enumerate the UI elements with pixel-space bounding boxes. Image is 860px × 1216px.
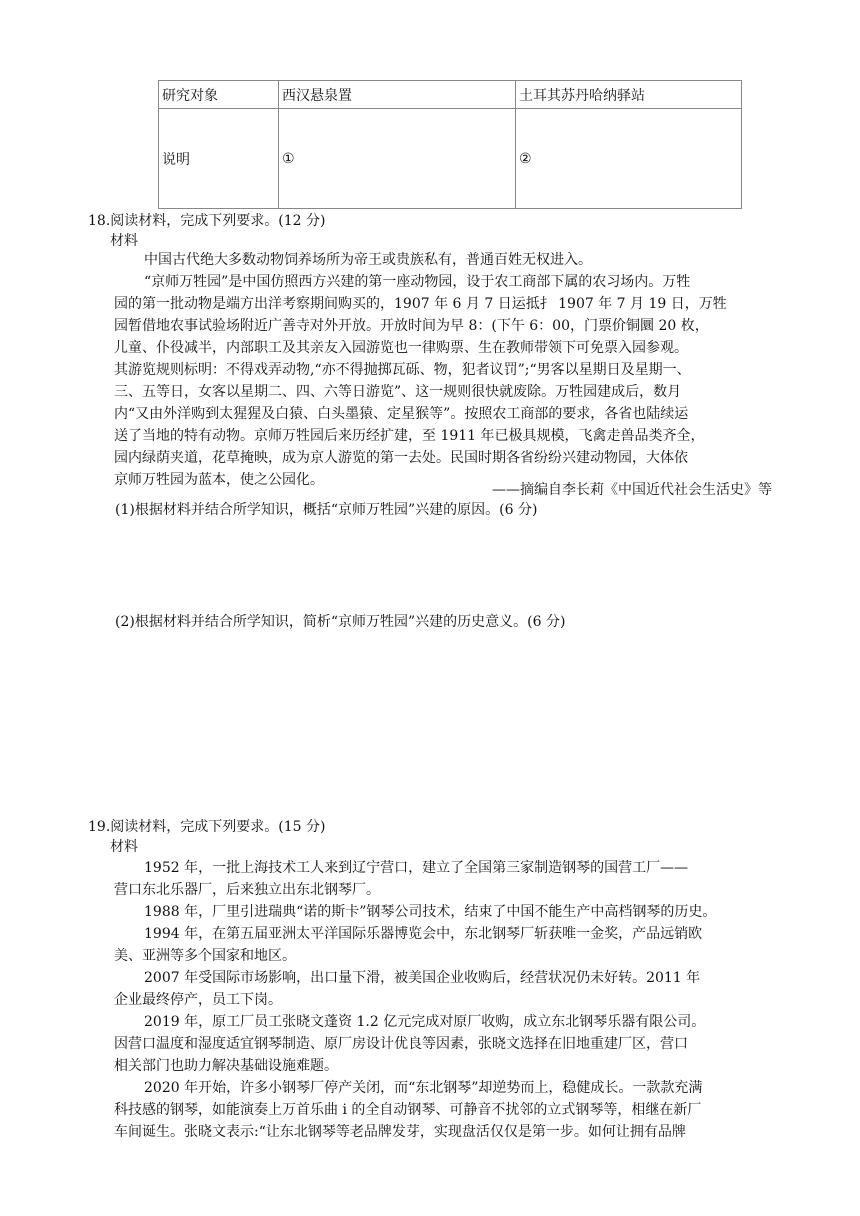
paragraph-line: 企业最终停产，员工下岗。 <box>114 992 282 1008</box>
paragraph-line: 送了当地的特有动物。京师万牲园后来历经扩建，至 1911 年已极具规模，飞禽走兽品类齐全， <box>114 428 705 444</box>
table-cell: ② <box>516 109 742 209</box>
paragraph-line: 儿童、仆役减半，内部职工及其亲友入园游览也一律购票、生在教师带领下可免票入园参观。 <box>114 340 688 356</box>
paragraph-line: 内“又由外洋购到太猩猩及白猿、白头墨猿、定星猴等”。按照农工商部的要求，各省也陆续运 <box>114 406 689 422</box>
paragraph-line: 园内绿荫夹道，花草掩映，成为京人游览的第一去处。民国时期各省纷纷兴建动物园，大体依 <box>114 450 688 466</box>
table-cell: ① <box>279 109 516 209</box>
question-title: 18.阅读材料，完成下列要求。(12 分) <box>88 213 326 229</box>
paragraph-line: 2020 年开始，许多小钢琴厂停产关闭，而“东北钢琴”却逆势而上，稳健成长。一款款充满 <box>144 1080 703 1096</box>
paragraph-line: 中国古代绝大多数动物饲养场所为帝王或贵族私有，普通百姓无权进入。 <box>144 252 592 268</box>
question-title: 19.阅读材料，完成下列要求。(15 分) <box>88 819 326 835</box>
material-label: 材料 <box>110 839 138 855</box>
paragraph-line: 京师万牲园为蓝本，使之公园化。 <box>114 472 324 488</box>
table-row <box>159 109 742 209</box>
paragraph-line: 车间诞生。张晓文表示:“让东北钢琴等老品牌发芽，实现盘活仅仅是第一步。如何让拥有品牌 <box>114 1124 686 1140</box>
paragraph-line: 其游览规则标明：不得戏弄动物,“亦不得抛掷瓦砾、物，犯者议罚”;“男客以星期日及星期一、 <box>114 362 691 378</box>
paragraph-line: 1994 年，在第五届亚洲太平洋国际乐器博览会中，东北钢琴厂斩获唯一金奖，产品远销欧 <box>144 926 703 942</box>
paragraph-line: 相关部门也助力解决基础设施难题。 <box>114 1058 338 1074</box>
table-cell: 说明 <box>159 109 279 209</box>
table-cell: 土耳其苏丹哈纳驿站 <box>516 81 742 109</box>
paragraph-line: “京师万牲园”是中国仿照西方兴建的第一座动物园，设于农工商部下属的农习场内。万牲 <box>144 274 691 290</box>
paragraph-line: 园的第一批动物是端方出洋考察期间购买的，1907 年 6 月 7 日运抵扌 1907 年 7 月 19 日，万牲 <box>114 296 727 312</box>
paragraph-line: 科技感的钢琴，如能演奏上万首乐曲 i 的全自动钢琴、可静音不扰邻的立式钢琴等，相继在新厂 <box>114 1102 702 1118</box>
source-citation: ——摘编自李长莉《中国近代社会生活史》等 <box>492 482 772 498</box>
research-table <box>158 80 742 209</box>
paragraph-line: 2007 年受国际市场影响，出口量下滑，被美国企业收购后，经营状况仍未好转。2011 年 <box>144 970 701 986</box>
sub-question-2: (2)根据材料并结合所学知识，简析“京师万牲园”兴建的历史意义。(6 分) <box>115 614 566 630</box>
table-header-row <box>159 81 742 109</box>
paragraph-line: 因营口温度和湿度适宜钢琴制造、原厂房设计优良等因素，张晓文选择在旧地重建厂区，营口 <box>114 1036 688 1052</box>
paragraph-line: 营口东北乐器厂，后来独立出东北钢琴厂。 <box>114 882 380 898</box>
sub-question-1: (1)根据材料并结合所学知识，概括“京师万牲园”兴建的原因。(6 分) <box>115 502 538 518</box>
table-cell: 研究对象 <box>159 81 279 109</box>
table-cell: 西汉悬泉置 <box>279 81 516 109</box>
paragraph-line: 三、五等日，女客以星期二、四、六等日游览”、这一规则很快就废除。万牲园建成后，数月 <box>114 384 682 400</box>
paragraph-line: 园暂借地农事试验场附近广善寺对外开放。开放时间为早 8：(下午 6：00，门票价铜圜 20 枚， <box>114 318 709 334</box>
paragraph-line: 美、亚洲等多个国家和地区。 <box>114 948 296 964</box>
paragraph-line: 1952 年，一批上海技术工人来到辽宁营口，建立了全国第三家制造钢琴的国营工厂—— <box>144 860 689 876</box>
paragraph-line: 2019 年，原工厂员工张晓文蓬资 1.2 亿元完成对原厂收购，成立东北钢琴乐器有限公司。 <box>144 1014 706 1030</box>
paragraph-line: 1988 年，厂里引进瑞典“诺的斯卡”钢琴公司技术，结束了中国不能生产中高档钢琴的历史。 <box>144 904 717 920</box>
material-label: 材料 <box>110 233 138 249</box>
